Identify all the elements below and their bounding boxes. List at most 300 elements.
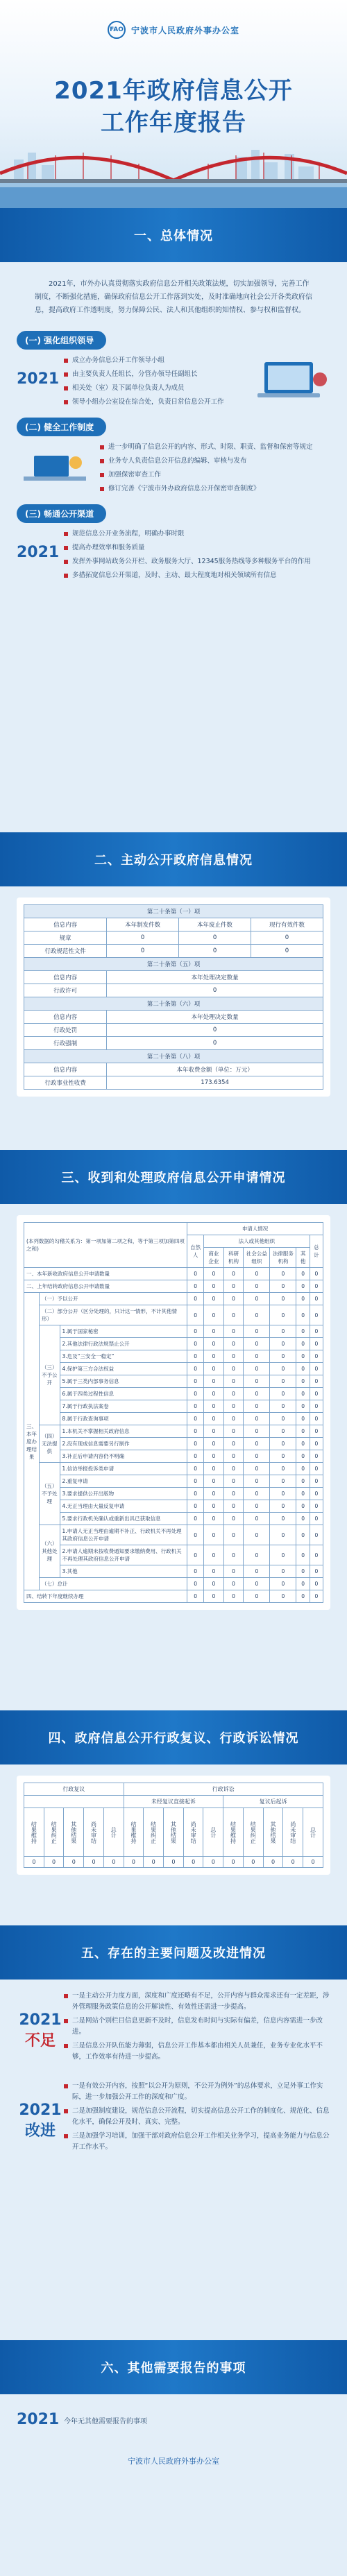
problems-shortcomings bbox=[17, 1991, 330, 2066]
section-banner-others: 六、其他需要报告的事项 bbox=[0, 2340, 347, 2394]
table-row bbox=[24, 1280, 323, 1293]
problems-section bbox=[0, 1980, 347, 2340]
list-item: 进一步明确了信息公开的内容、形式、时限、职责、监督和保密等规定 bbox=[100, 442, 330, 453]
table-cell: 0 bbox=[296, 1463, 310, 1475]
table-row bbox=[24, 1463, 323, 1475]
row-label: 4.无正当理由大量反复申请 bbox=[60, 1500, 187, 1513]
table-cell: 0 bbox=[164, 1857, 184, 1868]
bullet-list bbox=[100, 442, 330, 497]
table-cell: 0 bbox=[296, 1488, 310, 1500]
row-label: 7.属于行政执法案卷 bbox=[60, 1400, 187, 1413]
table-cell: 0 bbox=[270, 1280, 296, 1293]
table-cell: 0 bbox=[296, 1425, 310, 1438]
table-row bbox=[24, 1578, 323, 1590]
row-label: 四、结转下年度继续办理 bbox=[24, 1590, 187, 1603]
row-label: 1.本机关不掌握相关政府信息 bbox=[60, 1425, 187, 1438]
table-row bbox=[24, 1425, 323, 1438]
table-cell: 0 bbox=[244, 1268, 270, 1280]
table-cell: 0 bbox=[187, 1438, 204, 1450]
table-cell: 0 bbox=[223, 1325, 244, 1338]
row-label: 3.其他 bbox=[60, 1565, 187, 1578]
row-label: 8.属于行政查询事项 bbox=[60, 1413, 187, 1425]
table-cell: 0 bbox=[310, 1280, 323, 1293]
table-header: 行政复议 bbox=[24, 1783, 124, 1796]
table-cell: 0 bbox=[244, 1513, 270, 1525]
list-item: 由主要负责人任组长，分管办领导任副组长 bbox=[64, 369, 254, 380]
table-header: 复议后起诉 bbox=[223, 1796, 323, 1808]
table-cell: 0 bbox=[296, 1268, 310, 1280]
table-header: 结果纠正 bbox=[144, 1808, 164, 1857]
table-cell: 0 bbox=[187, 1425, 204, 1438]
table-row bbox=[24, 1475, 323, 1488]
table-cell: 0 bbox=[223, 1488, 244, 1500]
table-cell: 0 bbox=[296, 1375, 310, 1388]
table-cell: 0 bbox=[244, 1590, 270, 1603]
table-cell: 0 bbox=[310, 1293, 323, 1305]
table-cell: 0 bbox=[296, 1475, 310, 1488]
table-cell: 0 bbox=[204, 1425, 224, 1438]
table-header: 本年处理决定数量 bbox=[107, 971, 323, 984]
table-cell: 0 bbox=[296, 1280, 310, 1293]
overview-section bbox=[0, 262, 347, 832]
table-header: 信息内容 bbox=[24, 1063, 107, 1076]
table-cell: 0 bbox=[303, 1857, 323, 1868]
list-item: 业务专人负责信息公开信息的编辑、审核与发布 bbox=[100, 456, 330, 467]
table-cell: 0 bbox=[204, 1363, 224, 1375]
table-cell: 0 bbox=[270, 1565, 296, 1578]
table-cell: 0 bbox=[223, 1338, 244, 1350]
subhead-channels: (三) 畅通公开渠道 bbox=[17, 504, 106, 523]
table-cell: 0 bbox=[270, 1388, 296, 1400]
table-cell: 0 bbox=[204, 1488, 224, 1500]
hero-header bbox=[0, 0, 347, 208]
table-cell: 0 bbox=[244, 1325, 270, 1338]
table-header: 其他结果 bbox=[263, 1808, 283, 1857]
table-cell: 0 bbox=[223, 1268, 244, 1280]
table-header: 法人或其他组织 bbox=[204, 1235, 310, 1248]
bridge-skyline-illustration bbox=[0, 132, 347, 208]
section-banner-problems: 五、存在的主要问题及改进情况 bbox=[0, 1925, 347, 1980]
table-cell: 0 bbox=[244, 1350, 270, 1363]
table-cell: 0 bbox=[244, 1475, 270, 1488]
table-cell: 0 bbox=[270, 1293, 296, 1305]
table-cell: 0 bbox=[44, 1857, 64, 1868]
table-header: 本年处理决定数量 bbox=[107, 1011, 323, 1024]
row-label: 2.重复申请 bbox=[60, 1475, 187, 1488]
table-header: 结果维持 bbox=[24, 1808, 44, 1857]
table-cell: 0 bbox=[296, 1590, 310, 1603]
table-cell: 0 bbox=[244, 1413, 270, 1425]
table-cell: 0 bbox=[203, 1857, 223, 1868]
table-header: 科研机构 bbox=[223, 1248, 244, 1268]
others-section bbox=[0, 2394, 347, 2478]
table-cell: 0 bbox=[270, 1363, 296, 1375]
table-row bbox=[24, 1375, 323, 1388]
table-cell: 0 bbox=[204, 1413, 224, 1425]
table-row bbox=[24, 1400, 323, 1413]
table-cell: 0 bbox=[244, 1425, 270, 1438]
table-cell: 0 bbox=[270, 1590, 296, 1603]
table-cell: 0 bbox=[296, 1305, 310, 1325]
table-cell: 0 bbox=[187, 1338, 204, 1350]
active-disclosure-table bbox=[17, 898, 330, 1097]
overview-group-1 bbox=[17, 324, 330, 411]
table-title: 第二十条第（五）项 bbox=[24, 958, 323, 971]
table-row bbox=[24, 1513, 323, 1525]
table-cell: 0 bbox=[270, 1545, 296, 1565]
row-label: 二、上年结转政府信息公开申请数量 bbox=[24, 1280, 187, 1293]
table-cell: 0 bbox=[270, 1268, 296, 1280]
table-cell: 0 bbox=[270, 1425, 296, 1438]
table-cell: 0 bbox=[187, 1268, 204, 1280]
table-cell: 0 bbox=[187, 1400, 204, 1413]
table-row: 行政规范性文件 0 0 0 bbox=[24, 945, 323, 958]
table-header: 未经复议直接起诉 bbox=[124, 1796, 223, 1808]
table-cell: 0 bbox=[204, 1565, 224, 1578]
table-cell: 0 bbox=[187, 1525, 204, 1545]
table-cell: 0 bbox=[204, 1280, 224, 1293]
table-cell: 0 bbox=[204, 1293, 224, 1305]
table-cell: 0 bbox=[204, 1400, 224, 1413]
table-header: 信息内容 bbox=[24, 1011, 107, 1024]
table-cell: 0 bbox=[310, 1525, 323, 1545]
table-cell: 0 bbox=[296, 1400, 310, 1413]
laptop-illustration bbox=[254, 355, 330, 411]
table-cell: 0 bbox=[223, 1438, 244, 1450]
table-cell: 0 bbox=[187, 1578, 204, 1590]
list-item: 提高办理效率和服务质量 bbox=[64, 542, 330, 553]
table-header: 现行有效件数 bbox=[251, 918, 323, 931]
table-title: 第二十条第（一）项 bbox=[24, 905, 323, 918]
table-cell: 0 bbox=[270, 1400, 296, 1413]
org-emblem-icon: FAO bbox=[108, 21, 126, 39]
shortcomings-tag: 不足 bbox=[24, 2032, 56, 2050]
row-label: 5.要求行政机关确认或重新出具已获取信息 bbox=[60, 1513, 187, 1525]
table-cell: 0 bbox=[244, 1388, 270, 1400]
list-item: 二是加强制度建设，规范信息公开流程，切实提高信息公开工作的制度化、规范化、信息化水平，确保公开及时、真实、完整。 bbox=[64, 2106, 330, 2128]
table-cell: 0 bbox=[296, 1438, 310, 1450]
row-label: 2.其他法律行政法规禁止公开 bbox=[60, 1338, 187, 1350]
row-label: 1.信访举报投诉类申请 bbox=[60, 1463, 187, 1475]
table-row bbox=[24, 1350, 323, 1363]
overview-group-2 bbox=[17, 411, 330, 497]
list-item: 一是有效公开内容，按照“以公开为原则，不公开为例外”的总体要求，立足外事工作实际，进一步加强公开工作的深度和广度。 bbox=[64, 2081, 330, 2103]
row-label: （二）部分公开（区分处理的，只计这一情形，不计其他情形） bbox=[40, 1305, 187, 1325]
list-item: 修订完善《宁波市外办政府信息公开保密审查制度》 bbox=[100, 483, 330, 495]
table-cell: 0 bbox=[310, 1578, 323, 1590]
table-cell: 0 bbox=[310, 1565, 323, 1578]
list-item: 相关处（室）及下属单位负责人为成员 bbox=[64, 383, 254, 394]
table-cell: 0 bbox=[270, 1438, 296, 1450]
table-cell: 0 bbox=[244, 1578, 270, 1590]
table-cell: 0 bbox=[244, 1565, 270, 1578]
table-header: 尚未审结 bbox=[84, 1808, 104, 1857]
table-cell: 0 bbox=[270, 1488, 296, 1500]
table-cell: 0 bbox=[187, 1488, 204, 1500]
row-label: 1.申请人无正当理由逾期不补正、行政机关不再处理其政府信息公开申请 bbox=[60, 1525, 187, 1545]
overview-intro: 2021年，市外办认真贯彻落实政府信息公开相关政策法规，切实加强领导，完善工作制度，不断强化措施，确保政府信息公开工作落到实处，及时准确地向社会公开各类政府信息，提高政府工作透明度，努力保障公民、法人和其他组织的知情权、参与权和监督权。 bbox=[35, 280, 312, 314]
table-cell: 0 bbox=[223, 1293, 244, 1305]
table-cell: 0 bbox=[270, 1338, 296, 1350]
table-row: 行政处罚 0 bbox=[24, 1024, 323, 1037]
table-cell: 0 bbox=[244, 1488, 270, 1500]
others-text: 今年无其他需要报告的事项 bbox=[64, 2418, 147, 2425]
table-cell: 0 bbox=[296, 1525, 310, 1545]
table-cell: 0 bbox=[310, 1268, 323, 1280]
bullet-list bbox=[64, 1991, 330, 2066]
table-cell: 0 bbox=[187, 1325, 204, 1338]
row-label: 3.补正后申请内容仍不明确 bbox=[60, 1450, 187, 1463]
table-cell: 0 bbox=[103, 1857, 124, 1868]
table-cell: 0 bbox=[187, 1475, 204, 1488]
table-cell: 0 bbox=[223, 1375, 244, 1388]
org-logo-row bbox=[0, 21, 347, 39]
table-row bbox=[24, 1525, 323, 1545]
table-cell: 0 bbox=[283, 1857, 303, 1868]
subhead-rules: (二) 健全工作制度 bbox=[17, 418, 106, 436]
table-row bbox=[24, 1500, 323, 1513]
table-cell: 0 bbox=[223, 1500, 244, 1513]
table-cell: 0 bbox=[263, 1857, 283, 1868]
table-cell: 0 bbox=[310, 1350, 323, 1363]
table-row bbox=[24, 1488, 323, 1500]
table-cell: 0 bbox=[310, 1500, 323, 1513]
row-label: 4.保护第三方合法权益 bbox=[60, 1363, 187, 1375]
table-header: 尚未审结 bbox=[283, 1808, 303, 1857]
table-cell: 0 bbox=[296, 1413, 310, 1425]
table-row: 行政强制 0 bbox=[24, 1037, 323, 1050]
table-cell: 0 bbox=[270, 1513, 296, 1525]
table-cell: 0 bbox=[187, 1500, 204, 1513]
row-label: 2.申请人逾期未按收费通知要求缴纳费用、行政机关不再处理其政府信息公开申请 bbox=[60, 1545, 187, 1565]
table-cell: 0 bbox=[223, 1513, 244, 1525]
row-label: 3.危及“三安全一稳定” bbox=[60, 1350, 187, 1363]
table-cell: 0 bbox=[223, 1475, 244, 1488]
table-cell: 0 bbox=[204, 1375, 224, 1388]
list-item: 多措拓宽信息公开渠道，及时、主动、最大程度地对相关领域所有信息 bbox=[64, 570, 330, 581]
table-cell: 0 bbox=[310, 1438, 323, 1450]
table-row: 规章 0 0 0 bbox=[24, 931, 323, 945]
table-cell: 0 bbox=[244, 1338, 270, 1350]
table-cell: 0 bbox=[204, 1438, 224, 1450]
table-cell: 0 bbox=[183, 1857, 203, 1868]
section-banner-applications: 三、收到和处理政府信息公开申请情况 bbox=[0, 1150, 347, 1204]
table-cell: 0 bbox=[204, 1578, 224, 1590]
table-cell: 0 bbox=[296, 1363, 310, 1375]
table-cell: 0 bbox=[270, 1475, 296, 1488]
table-cell: 0 bbox=[243, 1857, 263, 1868]
table-cell: 0 bbox=[204, 1500, 224, 1513]
table-header: 其他 bbox=[296, 1248, 310, 1268]
row-label: 一、本年新收政府信息公开申请数量 bbox=[24, 1268, 187, 1280]
table-row bbox=[24, 1363, 323, 1375]
table-cell: 0 bbox=[244, 1500, 270, 1513]
table-cell: 0 bbox=[204, 1388, 224, 1400]
table-cell: 0 bbox=[270, 1450, 296, 1463]
table-cell: 0 bbox=[187, 1293, 204, 1305]
bullet-list bbox=[64, 529, 330, 584]
table-cell: 0 bbox=[310, 1338, 323, 1350]
table-cell: 0 bbox=[124, 1857, 144, 1868]
table-cell: 0 bbox=[244, 1293, 270, 1305]
table-cell: 0 bbox=[187, 1350, 204, 1363]
bullet-list bbox=[64, 355, 254, 411]
table-cell: 0 bbox=[204, 1325, 224, 1338]
table-cell: 0 bbox=[187, 1545, 204, 1565]
table-cell: 0 bbox=[187, 1565, 204, 1578]
table-cell: 0 bbox=[310, 1305, 323, 1325]
table-row bbox=[24, 1293, 323, 1305]
table-header: 结果维持 bbox=[124, 1808, 144, 1857]
table-cell: 0 bbox=[244, 1280, 270, 1293]
table-cell: 0 bbox=[187, 1363, 204, 1375]
row-label: （一）予以公开 bbox=[40, 1293, 187, 1305]
table-cell: 0 bbox=[204, 1545, 224, 1565]
table-cell: 0 bbox=[310, 1425, 323, 1438]
table-cell: 0 bbox=[204, 1525, 224, 1545]
list-item: 三是加强学习培训，加强干部对政府信息公开工作相关业务学习，提高业务能力与信息公开工作水平。 bbox=[64, 2131, 330, 2153]
section-banner-overview: 一、总体情况 bbox=[0, 208, 347, 262]
table-cell: 0 bbox=[223, 1388, 244, 1400]
page-footer: 宁波市人民政府外事办公室 bbox=[128, 2457, 219, 2466]
table-header: 申请人情况 bbox=[187, 1223, 323, 1235]
table-cell: 0 bbox=[223, 1463, 244, 1475]
table-header: 总计 bbox=[310, 1235, 323, 1268]
table-cell: 0 bbox=[244, 1363, 270, 1375]
table-header: 信息内容 bbox=[24, 918, 107, 931]
year-label: 2021 bbox=[17, 544, 60, 561]
table-header: 行政诉讼 bbox=[124, 1783, 323, 1796]
table-cell: 0 bbox=[223, 1857, 244, 1868]
row-subgroup-label: （四）无法提供 bbox=[40, 1425, 60, 1463]
table-header: 本年废止件数 bbox=[179, 918, 251, 931]
table-cell: 0 bbox=[204, 1350, 224, 1363]
table-cell: 0 bbox=[244, 1525, 270, 1545]
table-cell: 0 bbox=[187, 1450, 204, 1463]
table-cell: 0 bbox=[310, 1450, 323, 1463]
list-item: 二是网站个别栏目信息更新不及时，信息发布时间与实际有偏差，信息内容需进一步改进。 bbox=[64, 2016, 330, 2038]
table-cell: 0 bbox=[310, 1488, 323, 1500]
table-cell: 0 bbox=[270, 1350, 296, 1363]
table-cell: 0 bbox=[270, 1500, 296, 1513]
table-cell: 0 bbox=[296, 1388, 310, 1400]
table-cell: 0 bbox=[204, 1338, 224, 1350]
row-subgroup-label: （三）不予公开 bbox=[40, 1325, 60, 1425]
table-cell: 0 bbox=[223, 1280, 244, 1293]
table-cell: 0 bbox=[296, 1565, 310, 1578]
table-cell: 0 bbox=[223, 1450, 244, 1463]
year-label: 2021 bbox=[19, 2102, 62, 2119]
table-cell: 0 bbox=[187, 1305, 204, 1325]
table-cell: 0 bbox=[296, 1513, 310, 1525]
table-cell: 0 bbox=[244, 1305, 270, 1325]
overview-group-3 bbox=[17, 497, 330, 584]
table-cell: 0 bbox=[187, 1280, 204, 1293]
table-cell: 0 bbox=[223, 1350, 244, 1363]
table-row bbox=[24, 1325, 323, 1338]
row-label: 3.要求提供公开出版物 bbox=[60, 1488, 187, 1500]
table-header: 总计 bbox=[103, 1808, 124, 1857]
table-cell: 0 bbox=[223, 1400, 244, 1413]
table-cell: 0 bbox=[296, 1545, 310, 1565]
table-cell: 0 bbox=[204, 1305, 224, 1325]
table-cell: 0 bbox=[270, 1375, 296, 1388]
table-cell: 0 bbox=[187, 1388, 204, 1400]
table-cell: 0 bbox=[187, 1463, 204, 1475]
list-item: 一是主动公开力度方面，深度和广度还略有不足，公开内容与群众需求还有一定差距，涉外管理服务政策信息的公开解读性、有效性还需进一步提高。 bbox=[64, 1991, 330, 2013]
table-cell: 0 bbox=[296, 1450, 310, 1463]
table-cell: 0 bbox=[296, 1293, 310, 1305]
table-row: 行政事业性收费 173.6354 bbox=[24, 1076, 323, 1090]
list-item: 领导小组办公室设在综合处，负责日常信息公开工作 bbox=[64, 397, 254, 408]
table-cell: 0 bbox=[84, 1857, 104, 1868]
table-cell: 0 bbox=[223, 1565, 244, 1578]
applications-table bbox=[17, 1215, 330, 1610]
table-header: 信息内容 bbox=[24, 971, 107, 984]
table-cell: 0 bbox=[204, 1513, 224, 1525]
year-label: 2021 bbox=[19, 2011, 62, 2029]
table-cell: 0 bbox=[310, 1400, 323, 1413]
table-header: 尚未审结 bbox=[183, 1808, 203, 1857]
subhead-leadership: (一) 强化组织领导 bbox=[17, 331, 106, 350]
table-cell: 0 bbox=[24, 1857, 44, 1868]
table-header: 本年制发件数 bbox=[107, 918, 179, 931]
table-cell: 0 bbox=[187, 1590, 204, 1603]
table-cell: 0 bbox=[310, 1545, 323, 1565]
table-header: 结果纠正 bbox=[243, 1808, 263, 1857]
table-cell: 0 bbox=[64, 1857, 84, 1868]
table-header: 总计 bbox=[203, 1808, 223, 1857]
table-cell: 0 bbox=[223, 1578, 244, 1590]
table-cell: 0 bbox=[296, 1325, 310, 1338]
table-cell: 0 bbox=[223, 1363, 244, 1375]
table-title: 第二十条第（六）项 bbox=[24, 997, 323, 1011]
row-subgroup-label: （六）其他处理 bbox=[40, 1525, 60, 1578]
table-cell: 0 bbox=[204, 1463, 224, 1475]
table-cell: 0 bbox=[204, 1590, 224, 1603]
table-cell: 0 bbox=[204, 1268, 224, 1280]
table-cell: 0 bbox=[187, 1413, 204, 1425]
table-cell: 0 bbox=[310, 1413, 323, 1425]
table-cell: 0 bbox=[144, 1857, 164, 1868]
table-cell: 0 bbox=[310, 1590, 323, 1603]
table-header: 法律服务机构 bbox=[270, 1248, 296, 1268]
table-row bbox=[24, 1438, 323, 1450]
table-row bbox=[24, 1545, 323, 1565]
table-cell: 0 bbox=[270, 1578, 296, 1590]
table-row bbox=[24, 1590, 323, 1603]
table-header: 其他结果 bbox=[164, 1808, 184, 1857]
review-section bbox=[0, 1764, 347, 1925]
table-cell: 0 bbox=[310, 1475, 323, 1488]
table-row bbox=[24, 1565, 323, 1578]
row-group-label: 三、本年度办理结果 bbox=[24, 1293, 40, 1590]
row-label: 1.属于国家秘密 bbox=[60, 1325, 187, 1338]
applications-section bbox=[0, 1204, 347, 1710]
table-cell: 0 bbox=[244, 1438, 270, 1450]
table-title: 第二十条第（八）项 bbox=[24, 1050, 323, 1063]
problems-improvements bbox=[17, 2081, 330, 2156]
review-table bbox=[17, 1776, 330, 1875]
table-cell: 0 bbox=[310, 1388, 323, 1400]
table-row bbox=[24, 1450, 323, 1463]
table-cell: 0 bbox=[310, 1363, 323, 1375]
table-cell: 0 bbox=[223, 1590, 244, 1603]
row-label: 2.没有现成信息需要另行制作 bbox=[60, 1438, 187, 1450]
table-cell: 0 bbox=[244, 1463, 270, 1475]
improvements-tag: 改进 bbox=[24, 2122, 56, 2140]
row-label: 5.属于三类内部事务信息 bbox=[60, 1375, 187, 1388]
